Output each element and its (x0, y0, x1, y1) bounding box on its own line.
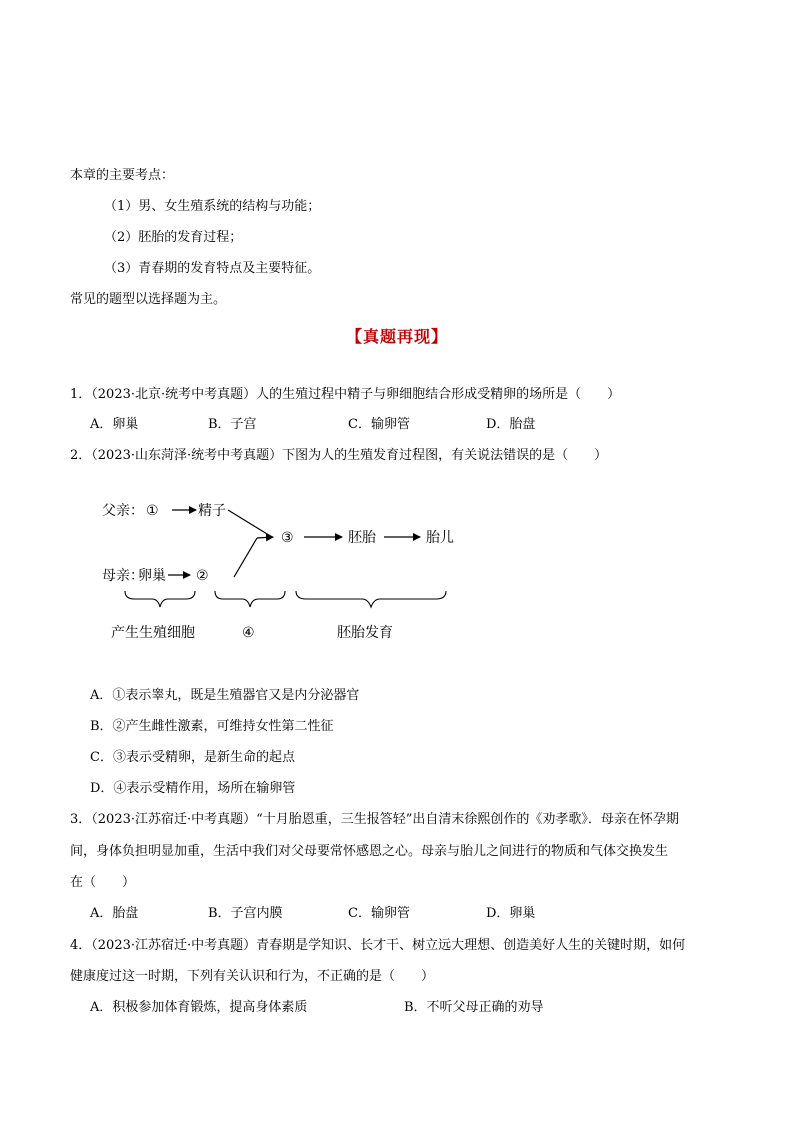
question-3-stem-line-1: 3．（2023·江苏宿迁·中考真题）“十月胎恩重，三生报答轻”出自清末徐熙创作的《劝孝歌》．母亲在怀孕期 (70, 812, 679, 827)
fetus-label: 胎儿 (426, 530, 454, 546)
question-1-stem: 1．（2023·北京·统考中考真题）人的生殖过程中精子与卵细胞结合形成受精卵的场所是（ ） (70, 387, 621, 402)
question-1-option-d: D．胎盘 (486, 417, 536, 432)
question-4-stem-line-2: 健康度过这一时期，下列有关认识和行为，不正确的是（ ） (70, 969, 435, 984)
question-2-option-a: A．①表示睾丸，既是生殖器官又是内分泌器官 (90, 688, 360, 703)
intro-summary: 常见的题型以选择题为主。 (70, 292, 227, 307)
brace-fertilization (215, 591, 285, 607)
question-3-option-a: A．胎盘 (90, 906, 139, 921)
question-3-stem-line-3: 在（ ） (70, 875, 136, 890)
egg-branch-line (234, 538, 257, 577)
question-2-option-b: B．②产生雌性激素，可维持女性第二性征 (90, 719, 334, 734)
label-embryo-development: 胚胎发育 (337, 625, 393, 641)
sperm-label: 精子 (198, 503, 226, 519)
question-1-option-c: C．输卵管 (348, 417, 410, 432)
label-circle-3: ③ (281, 530, 294, 546)
ovary-label: 卵巢 (138, 568, 166, 584)
question-4-option-b: B．不听父母正确的劝导 (404, 1000, 544, 1015)
key-point-2: （2）胚胎的发育过程； (104, 230, 243, 245)
question-4-stem-line-1: 4．（2023·江苏宿迁·中考真题）青春期是学知识、长才干、树立远大理想、创造美好人生的关键时期，如何 (70, 938, 686, 953)
label-circle-4: ④ (242, 625, 255, 641)
intro-heading: 本章的主要考点： (70, 168, 175, 183)
label-circle-1: ① (146, 503, 159, 519)
question-2-option-d: D．④表示受精作用，场所在输卵管 (90, 781, 296, 796)
label-produce-gametes: 产生生殖细胞 (111, 625, 195, 641)
question-4-option-a: A．积极参加体育锻炼，提高身体素质 (90, 1000, 308, 1015)
brace-gametes (125, 591, 195, 607)
brace-development (296, 591, 446, 607)
question-3-option-b: B．子宫内膜 (208, 906, 283, 921)
question-3-option-d: D．卵巢 (486, 906, 536, 921)
key-point-3: （3）青春期的发育特点及主要特征。 (104, 261, 321, 276)
mother-label: 母亲： (102, 568, 144, 584)
embryo-label: 胚胎 (348, 530, 376, 546)
merge-arrow (257, 537, 273, 538)
question-2-stem: 2．（2023·山东菏泽·统考中考真题）下图为人的生殖发育过程图，有关说法错误的是（ ） (70, 448, 608, 463)
section-title: 【真题再现】 (345, 327, 448, 346)
father-label: 父亲： (102, 503, 144, 519)
key-point-1: （1）男、女生殖系统的结构与功能； (104, 199, 321, 214)
reproduction-diagram (0, 480, 794, 650)
label-circle-2: ② (196, 568, 209, 584)
question-3-option-c: C．输卵管 (348, 906, 410, 921)
question-3-stem-line-2: 间，身体负担明显加重，生活中我们对父母要常怀感恩之心。母亲与胎儿之间进行的物质和气体交换发生 (70, 844, 669, 859)
question-1-option-a: A．卵巢 (90, 417, 139, 432)
question-1-option-b: B．子宫 (208, 417, 257, 432)
sperm-branch-line (228, 510, 272, 537)
question-2-option-c: C．③表示受精卵，是新生命的起点 (90, 750, 295, 765)
